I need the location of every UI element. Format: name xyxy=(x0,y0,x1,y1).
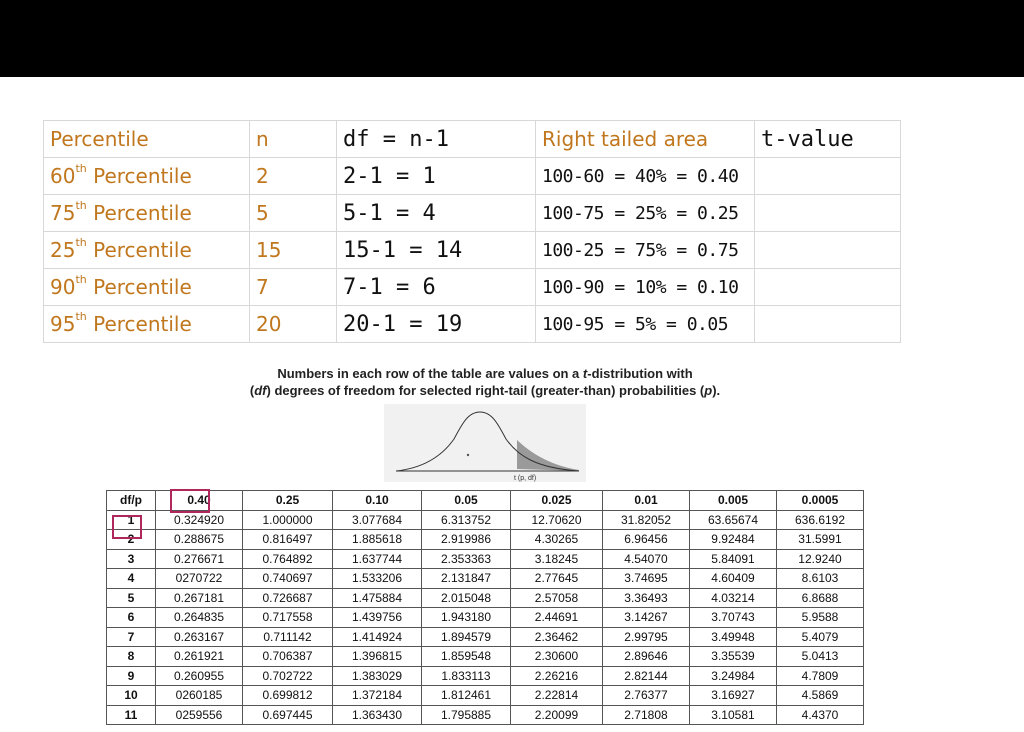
area-calc: 100-75 = 25% = 0.25 xyxy=(536,195,755,232)
t-value: 2.20099 xyxy=(511,705,603,725)
percentile-row xyxy=(44,306,901,343)
annotation-box-040 xyxy=(170,489,210,513)
t-value: 5.9588 xyxy=(777,608,864,628)
t-value: 0.711142 xyxy=(243,627,333,647)
t-value: 2.57058 xyxy=(511,588,603,608)
t-value: 1.833113 xyxy=(422,666,511,686)
t-value: 0.324920 xyxy=(156,510,243,530)
t-row-df: 5 xyxy=(107,588,156,608)
t-row-df: 2 xyxy=(107,530,156,550)
t-value: 0.764892 xyxy=(243,549,333,569)
curve-label: t (p, df) xyxy=(514,475,537,482)
t-value: 3.35539 xyxy=(690,647,777,667)
t-row-df: 11 xyxy=(107,705,156,725)
t-value: 9.92484 xyxy=(690,530,777,550)
percentile-row xyxy=(44,158,901,195)
header-right-tailed-area: Right tailed area xyxy=(536,121,755,158)
t-value: 5.4079 xyxy=(777,627,864,647)
t-value: 1.414924 xyxy=(333,627,422,647)
t-row-df: 9 xyxy=(107,666,156,686)
t-table-row xyxy=(107,569,864,589)
t-value: 636.6192 xyxy=(777,510,864,530)
t-value: 0.816497 xyxy=(243,530,333,550)
t-table-row xyxy=(107,549,864,569)
document-page xyxy=(0,77,1024,732)
t-value: 3.36493 xyxy=(603,588,690,608)
t-header-p: 0.01 xyxy=(603,491,690,511)
t-value-cell xyxy=(755,269,901,306)
t-value: 1.439756 xyxy=(333,608,422,628)
curve-line xyxy=(396,412,579,471)
t-value: 3.49948 xyxy=(690,627,777,647)
t-value: 12.9240 xyxy=(777,549,864,569)
t-value: 1.943180 xyxy=(422,608,511,628)
df-calc: 20-1 = 19 xyxy=(337,306,536,343)
t-value: 0.697445 xyxy=(243,705,333,725)
t-table-header xyxy=(107,491,864,511)
t-value: 1.383029 xyxy=(333,666,422,686)
percentile-label: 90th Percentile xyxy=(44,269,250,306)
t-value: 5.0413 xyxy=(777,647,864,667)
t-value-cell xyxy=(755,158,901,195)
t-value: 4.7809 xyxy=(777,666,864,686)
t-value: 2.131847 xyxy=(422,569,511,589)
t-value: 2.82144 xyxy=(603,666,690,686)
t-row-df: 4 xyxy=(107,569,156,589)
percentile-label: 25th Percentile xyxy=(44,232,250,269)
t-value: 3.24984 xyxy=(690,666,777,686)
t-table-row xyxy=(107,608,864,628)
t-value: 0.260955 xyxy=(156,666,243,686)
t-header-df: df/p xyxy=(107,491,156,511)
percentile-table xyxy=(43,120,901,343)
t-value: 1.396815 xyxy=(333,647,422,667)
t-value: 2.89646 xyxy=(603,647,690,667)
t-value: 4.4370 xyxy=(777,705,864,725)
t-value: 3.077684 xyxy=(333,510,422,530)
t-value: 3.74695 xyxy=(603,569,690,589)
t-value: 1.894579 xyxy=(422,627,511,647)
df-calc: 5-1 = 4 xyxy=(337,195,536,232)
t-distribution-table xyxy=(106,490,864,725)
t-value: 0.263167 xyxy=(156,627,243,647)
t-value: 2.77645 xyxy=(511,569,603,589)
caption-line-2: (df) degrees of freedom for selected right-tail (greater-than) probabilities (p). xyxy=(249,383,721,398)
t-value: 2.22814 xyxy=(511,686,603,706)
t-value: 3.16927 xyxy=(690,686,777,706)
t-header-p: 0.25 xyxy=(243,491,333,511)
header-t-value: t-value xyxy=(755,121,901,158)
t-header-p: 0.0005 xyxy=(777,491,864,511)
percentile-row xyxy=(44,269,901,306)
t-value: 0.261921 xyxy=(156,647,243,667)
t-value: 2.015048 xyxy=(422,588,511,608)
annotation-box-df1 xyxy=(112,515,142,539)
t-value: 63.65674 xyxy=(690,510,777,530)
t-value: 1.859548 xyxy=(422,647,511,667)
t-value: 1.000000 xyxy=(243,510,333,530)
percentile-label: 60th Percentile xyxy=(44,158,250,195)
t-value: 1.533206 xyxy=(333,569,422,589)
t-value: 4.5869 xyxy=(777,686,864,706)
t-table-row xyxy=(107,510,864,530)
t-value: 2.919986 xyxy=(422,530,511,550)
t-value: 0.699812 xyxy=(243,686,333,706)
t-value: 0.717558 xyxy=(243,608,333,628)
percentile-row xyxy=(44,195,901,232)
header-percentile: Percentile xyxy=(44,121,250,158)
df-calc: 2-1 = 1 xyxy=(337,158,536,195)
sample-size: 5 xyxy=(250,195,337,232)
percentile-label: 75th Percentile xyxy=(44,195,250,232)
sample-size: 7 xyxy=(250,269,337,306)
caption-line-1: Numbers in each row of the table are values on a t-distribution with xyxy=(277,366,693,381)
t-value: 2.353363 xyxy=(422,549,511,569)
t-row-df: 6 xyxy=(107,608,156,628)
t-value: 6.8688 xyxy=(777,588,864,608)
t-value: 0.267181 xyxy=(156,588,243,608)
df-calc: 15-1 = 14 xyxy=(337,232,536,269)
percentile-row xyxy=(44,232,901,269)
area-calc: 100-95 = 5% = 0.05 xyxy=(536,306,755,343)
t-value-cell xyxy=(755,306,901,343)
t-table-row xyxy=(107,686,864,706)
percentile-table-header xyxy=(44,121,901,158)
t-value: 6.96456 xyxy=(603,530,690,550)
t-value: 2.30600 xyxy=(511,647,603,667)
t-value: 2.44691 xyxy=(511,608,603,628)
t-value: 3.10581 xyxy=(690,705,777,725)
t-value: 4.30265 xyxy=(511,530,603,550)
df-calc: 7-1 = 6 xyxy=(337,269,536,306)
t-value: 1.637744 xyxy=(333,549,422,569)
t-value: 1.363430 xyxy=(333,705,422,725)
t-row-df: 10 xyxy=(107,686,156,706)
t-distribution-curve xyxy=(384,404,586,482)
bell-curve-graphic xyxy=(384,404,586,482)
center-dot xyxy=(467,454,469,456)
t-header-p: 0.025 xyxy=(511,491,603,511)
t-value: 2.99795 xyxy=(603,627,690,647)
t-value: 5.84091 xyxy=(690,549,777,569)
t-value: 0.276671 xyxy=(156,549,243,569)
t-value: 0.726687 xyxy=(243,588,333,608)
t-value: 1.475884 xyxy=(333,588,422,608)
t-header-p: 0.005 xyxy=(690,491,777,511)
t-header-p: 0.05 xyxy=(422,491,511,511)
t-value: 3.70743 xyxy=(690,608,777,628)
t-table-row xyxy=(107,705,864,725)
t-value: 2.36462 xyxy=(511,627,603,647)
t-table-row xyxy=(107,666,864,686)
sample-size: 2 xyxy=(250,158,337,195)
t-header-p: 0.10 xyxy=(333,491,422,511)
t-value: 0.740697 xyxy=(243,569,333,589)
t-value: 4.60409 xyxy=(690,569,777,589)
t-value: 8.6103 xyxy=(777,569,864,589)
t-value: 12.70620 xyxy=(511,510,603,530)
t-value-cell xyxy=(755,195,901,232)
t-table-row xyxy=(107,588,864,608)
t-header-p: 0.40 xyxy=(156,491,243,511)
t-row-df: 8 xyxy=(107,647,156,667)
area-calc: 100-25 = 75% = 0.75 xyxy=(536,232,755,269)
t-value: 2.26216 xyxy=(511,666,603,686)
t-table-row xyxy=(107,627,864,647)
t-value: 0270722 xyxy=(156,569,243,589)
t-value: 31.5991 xyxy=(777,530,864,550)
t-value: 1.885618 xyxy=(333,530,422,550)
sample-size: 20 xyxy=(250,306,337,343)
t-value: 31.82052 xyxy=(603,510,690,530)
t-row-df: 7 xyxy=(107,627,156,647)
t-value: 6.313752 xyxy=(422,510,511,530)
t-value: 1.795885 xyxy=(422,705,511,725)
t-value: 0.264835 xyxy=(156,608,243,628)
area-calc: 100-60 = 40% = 0.40 xyxy=(536,158,755,195)
t-value: 2.76377 xyxy=(603,686,690,706)
t-table-row xyxy=(107,647,864,667)
t-row-df: 1 xyxy=(107,510,156,530)
t-value: 1.812461 xyxy=(422,686,511,706)
t-value: 4.03214 xyxy=(690,588,777,608)
t-table-row xyxy=(107,530,864,550)
t-value: 4.54070 xyxy=(603,549,690,569)
t-value: 0.702722 xyxy=(243,666,333,686)
percentile-label: 95th Percentile xyxy=(44,306,250,343)
sample-size: 15 xyxy=(250,232,337,269)
header-n: n xyxy=(250,121,337,158)
t-table-body xyxy=(107,510,864,725)
t-row-df: 3 xyxy=(107,549,156,569)
t-value: 1.372184 xyxy=(333,686,422,706)
area-calc: 100-90 = 10% = 0.10 xyxy=(536,269,755,306)
t-value: 0259556 xyxy=(156,705,243,725)
header-df: df = n-1 xyxy=(337,121,536,158)
t-value: 3.18245 xyxy=(511,549,603,569)
t-value: 2.71808 xyxy=(603,705,690,725)
t-value: 0.706387 xyxy=(243,647,333,667)
t-value: 0.288675 xyxy=(156,530,243,550)
t-value-cell xyxy=(755,232,901,269)
t-value: 0260185 xyxy=(156,686,243,706)
t-value: 3.14267 xyxy=(603,608,690,628)
